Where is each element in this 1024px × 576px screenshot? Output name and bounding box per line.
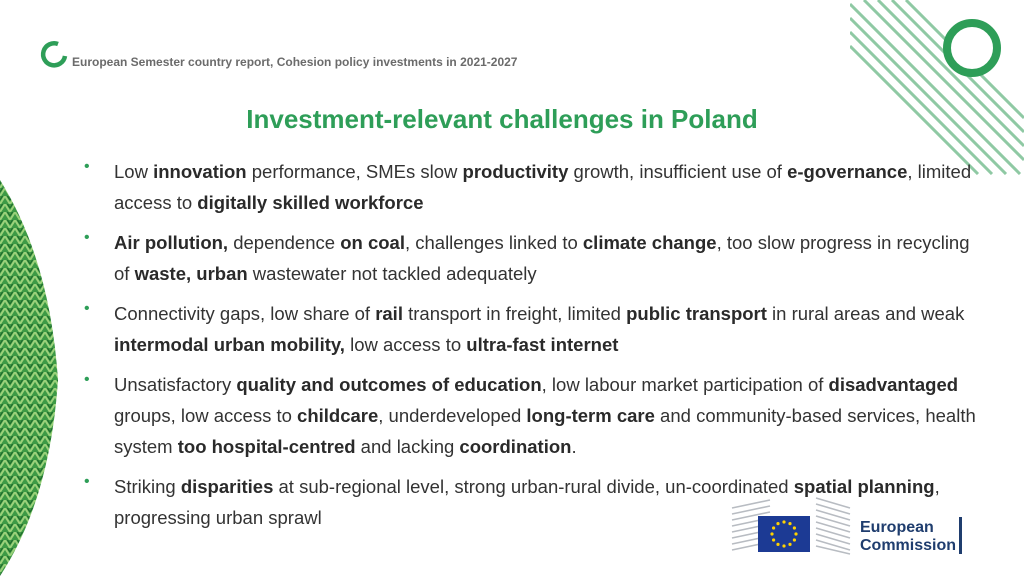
bullet-keyword: disparities (180, 476, 274, 497)
bullet-text (114, 156, 982, 218)
bullet-text-segment: transport in freight, limited (402, 303, 627, 324)
bullet-text-segment: , challenges linked to (404, 232, 583, 253)
challenges-list (82, 156, 982, 542)
bullet-text-segment: performance, SMEs slow (246, 161, 463, 182)
bullet-dot-icon: • (84, 229, 90, 246)
ec-logo-line1: European (860, 519, 934, 536)
bullet-text-segment: at sub-regional level, strong urban-rural divide, un-coordinated (273, 476, 794, 497)
bullet-text-segment: . (571, 436, 577, 457)
bullet-text-segment: and community-based services, health system (114, 405, 976, 457)
bullet-text-segment: , limited access to (114, 161, 972, 213)
bullet-keyword: intermodal urban mobility, (114, 334, 345, 355)
bullet-dot-icon: • (84, 158, 90, 175)
bullet-text-segment: , low labour market participation of (541, 374, 829, 395)
ec-logo-divider (959, 517, 962, 554)
challenge-bullet (82, 369, 982, 462)
bullet-text-segment: low access to (344, 334, 467, 355)
slide-title: Investment-relevant challenges in Poland (246, 104, 758, 134)
bullet-text-segment: , too slow progress in recycling of (114, 232, 970, 284)
bullet-text-segment: Unsatisfactory (114, 374, 237, 395)
bullet-keyword: disadvantaged (828, 374, 959, 395)
bullet-text-segment: , progressing urban sprawl (114, 476, 940, 528)
bullet-dot-icon: • (84, 300, 90, 317)
bullet-keyword: e-governance (787, 161, 908, 182)
green-arc-icon (38, 38, 70, 70)
bullet-text-segment: Connectivity gaps, low share of (114, 303, 376, 324)
bullet-keyword: public transport (626, 303, 767, 324)
bullet-keyword: digitally skilled workforce (197, 192, 424, 213)
challenge-bullet (82, 227, 982, 289)
bullet-keyword: rail (375, 303, 403, 324)
bullet-text-segment: in rural areas and weak (766, 303, 965, 324)
bullet-text-segment: Low (114, 161, 154, 182)
bullet-text-segment: groups, low access to (114, 405, 298, 426)
bullet-text-segment: and lacking (355, 436, 460, 457)
bullet-keyword: long-term care (526, 405, 655, 426)
challenge-bullet (82, 156, 982, 218)
bullet-text-segment: dependence (228, 232, 341, 253)
bullet-text (114, 227, 982, 289)
bullet-keyword: climate change (582, 232, 717, 253)
bullet-text (114, 298, 982, 360)
decorative-fabric-image (0, 180, 60, 576)
bullet-text (114, 369, 982, 462)
green-ring-icon (940, 16, 1004, 80)
bullet-keyword: spatial planning (793, 476, 935, 497)
bullet-text-segment: wastewater not tackled adequately (247, 263, 537, 284)
bullet-keyword: waste, urban (134, 263, 248, 284)
bullet-keyword: coordination (459, 436, 572, 457)
bullet-dot-icon: • (84, 473, 90, 490)
challenge-bullet (82, 298, 982, 360)
bullet-keyword: ultra-fast internet (466, 334, 619, 355)
header-subtitle: European Semester country report, Cohesion policy investments in 2021-2027 (72, 55, 518, 69)
bullet-keyword: productivity (462, 161, 569, 182)
bullet-dot-icon: • (84, 371, 90, 388)
bullet-keyword: on coal (340, 232, 405, 253)
bullet-text-segment: Striking (114, 476, 181, 497)
bullet-keyword: too hospital-centred (177, 436, 356, 457)
bullet-text-segment: growth, insufficient use of (568, 161, 788, 182)
bullet-keyword: childcare (297, 405, 379, 426)
ec-logo-line2: Commission (860, 537, 957, 554)
bullet-keyword: innovation (153, 161, 247, 182)
bullet-text-segment: , underdeveloped (378, 405, 527, 426)
bullet-keyword: quality and outcomes of education (236, 374, 542, 395)
bullet-keyword: Air pollution, (114, 232, 229, 253)
